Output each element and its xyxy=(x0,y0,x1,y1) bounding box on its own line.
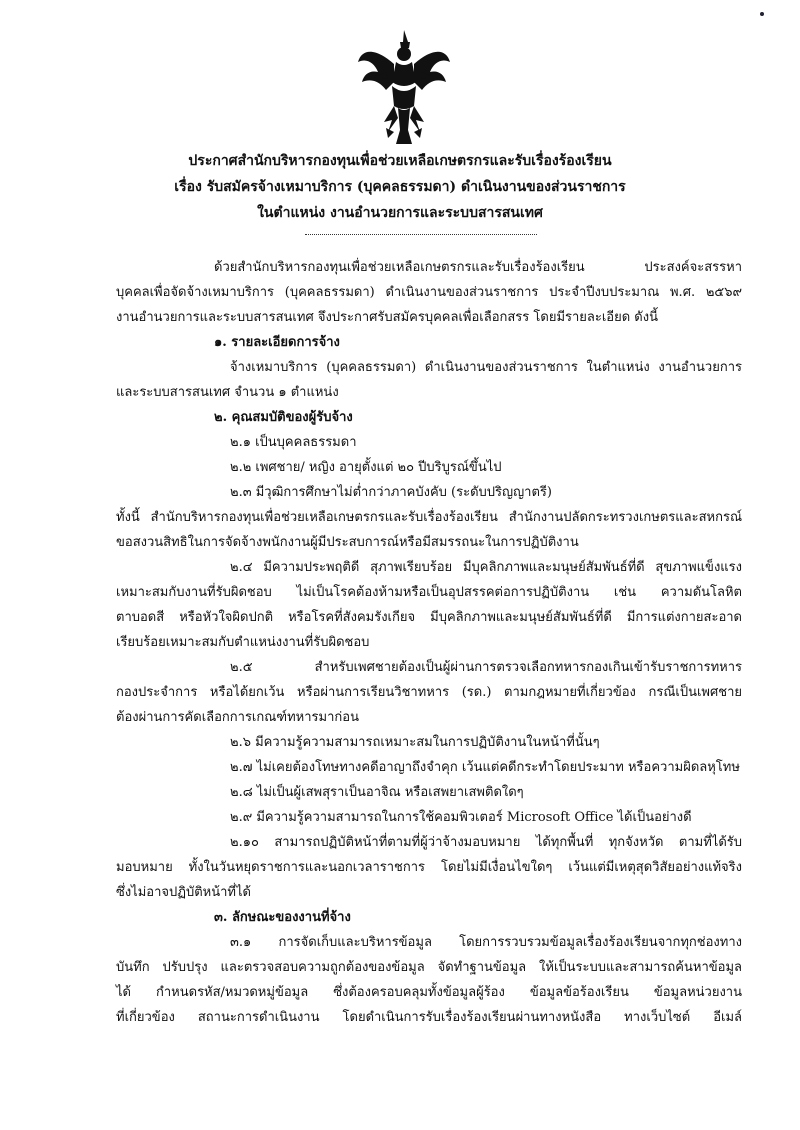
note-line: ขอสงวนสิทธิในการจัดจ้างพนักงานผู้มีประสบการณ์หรือมีสมรรถนะในการปฏิบัติงาน xyxy=(116,535,579,550)
list-item: ๒.๔ มีความประพฤติดี สุภาพเรียบร้อย มีบุคลิกภาพและมนุษย์สัมพันธ์ที่ดี สุขภาพแข็งแรง xyxy=(230,560,742,575)
list-item: ได้ กำหนดรหัส/หมวดหมู่ข้อมูล ซึ่งต้องครอบคลุมทั้งข้อมูลผู้ร้อง ข้อมูลข้อร้องเรียน ข้อมูลหน่วยงาน xyxy=(116,985,742,1000)
list-item: ๒.๑๐ สามารถปฏิบัติหน้าที่ตามที่ผู้ว่าจ้างมอบหมาย ได้ทุกพื้นที่ ทุกจังหวัด ตามที่ได้รับ xyxy=(230,835,742,850)
intro-line: งานอำนวยการและระบบสารสนเทศ จึงประกาศรับสมัครบุคคลเพื่อเลือกสรร โดยมีรายละเอียด ดังนี้ xyxy=(116,310,658,325)
list-item: ที่เกี่ยวข้อง สถานะการดำเนินงาน โดยดำเนินการรับเรื่องร้องเรียนผ่านทางหนังสือ ทางเว็บไซต์ อีเมล์ xyxy=(116,1010,742,1025)
note-line: ทั้งนี้ สำนักบริหารกองทุนเพื่อช่วยเหลือเกษตรกรและรับเรื่องร้องเรียน สำนักงานปลัดกระทรวงเกษตรและสหกรณ์ xyxy=(116,510,742,525)
list-item: ๒.๕ สำหรับเพศชายต้องเป็นผู้ผ่านการตรวจเลือกทหารกองเกินเข้ารับราชการทหาร xyxy=(230,660,742,675)
list-item: เรียบร้อยเหมาะสมกับตำแหน่งงานที่รับผิดชอบ xyxy=(116,635,370,650)
list-item: บันทึก ปรับปรุง และตรวจสอบความถูกต้องของข้อมูล จัดทำฐานข้อมูล ให้เป็นระบบและสามารถค้นหาข้อมูล xyxy=(116,960,742,975)
title-divider xyxy=(305,234,537,235)
list-item: ๒.๗ ไม่เคยต้องโทษทางคดีอาญาถึงจำคุก เว้นแต่คดีกระทำโดยประมาท หรือความผิดลหุโทษ xyxy=(230,760,740,775)
list-item: เหมาะสมกับงานที่รับผิดชอบ ไม่เป็นโรคต้องห้ามหรือเป็นอุปสรรคต่อการปฏิบัติงาน เช่น ความดันโลหิต xyxy=(116,585,742,600)
list-item: ๓.๑ การจัดเก็บและบริหารข้อมูล โดยการรวบรวมข้อมูลเรื่องร้องเรียนจากทุกช่องทาง xyxy=(230,935,742,950)
list-item: ๒.๓ มีวุฒิการศึกษาไม่ต่ำกว่าภาคบังคับ (ระดับปริญญาตรี) xyxy=(230,485,552,500)
list-item: ซึ่งไม่อาจปฏิบัติหน้าที่ได้ xyxy=(116,885,251,900)
intro-line: บุคคลเพื่อจัดจ้างเหมาบริการ (บุคคลธรรมดา) ดำเนินงานของส่วนราชการ ประจำปีงบประมาณ พ.ศ. ๒๕๖๙ xyxy=(116,285,742,300)
list-item: ๒.๘ ไม่เป็นผู้เสพสุราเป็นอาจิณ หรือเสพยาเสพติดใดๆ xyxy=(230,785,524,800)
intro-line: ด้วยสำนักบริหารกองทุนเพื่อช่วยเหลือเกษตรกรและรับเรื่องร้องเรียน ประสงค์จะสรรหา xyxy=(214,260,742,275)
scan-speck xyxy=(760,12,764,16)
list-item: ตาบอดสี หรือหัวใจผิดปกติ หรือโรคที่สังคมรังเกียจ มีบุคลิกภาพและมนุษย์สัมพันธ์ที่ดี มีการแต่งกายสะอาด xyxy=(116,610,742,625)
list-item: ๒.๑ เป็นบุคคลธรรมดา xyxy=(230,435,357,450)
section-heading: ๒. คุณสมบัติของผู้รับจ้าง xyxy=(214,410,353,425)
section-heading: ๓. ลักษณะของงานที่จ้าง xyxy=(214,910,351,925)
section-text: จ้างเหมาบริการ (บุคคลธรรมดา) ดำเนินงานของส่วนราชการ ในตำแหน่ง งานอำนวยการ xyxy=(230,360,742,375)
list-item: ๒.๖ มีความรู้ความสามารถเหมาะสมในการปฏิบัติงานในหน้าที่นั้นๆ xyxy=(230,735,600,750)
announcement-title: ประกาศสำนักบริหารกองทุนเพื่อช่วยเหลือเกษตรกรและรับเรื่องร้องเรียน xyxy=(188,153,612,169)
list-item: กองประจำการ หรือได้ยกเว้น หรือผ่านการเรียนวิชาทหาร (รด.) ตามกฎหมายที่เกี่ยวข้อง กรณีเป็นเพศชาย xyxy=(116,685,742,700)
garuda-emblem-icon xyxy=(356,28,452,146)
subject-line: เรื่อง รับสมัครจ้างเหมาบริการ (บุคคลธรรมดา) ดำเนินงานของส่วนราชการ xyxy=(174,179,626,195)
list-item: ๒.๙ มีความรู้ความสามารถในการใช้คอมพิวเตอร์ Microsoft Office ได้เป็นอย่างดี xyxy=(230,810,692,825)
section-heading: ๑. รายละเอียดการจ้าง xyxy=(214,335,340,350)
list-item: ต้องผ่านการคัดเลือกการเกณฑ์ทหารมาก่อน xyxy=(116,710,359,725)
list-item: ๒.๒ เพศชาย/ หญิง อายุตั้งแต่ ๒๐ ปีบริบูรณ์ขึ้นไป xyxy=(230,460,502,475)
section-text: และระบบสารสนเทศ จำนวน ๑ ตำแหน่ง xyxy=(116,385,339,400)
position-line: ในตำแหน่ง งานอำนวยการและระบบสารสนเทศ xyxy=(257,205,543,221)
list-item: มอบหมาย ทั้งในวันหยุดราชการและนอกเวลาราชการ โดยไม่มีเงื่อนไขใดๆ เว้นแต่มีเหตุสุดวิสัยอย่างแท้จริง xyxy=(116,860,742,875)
